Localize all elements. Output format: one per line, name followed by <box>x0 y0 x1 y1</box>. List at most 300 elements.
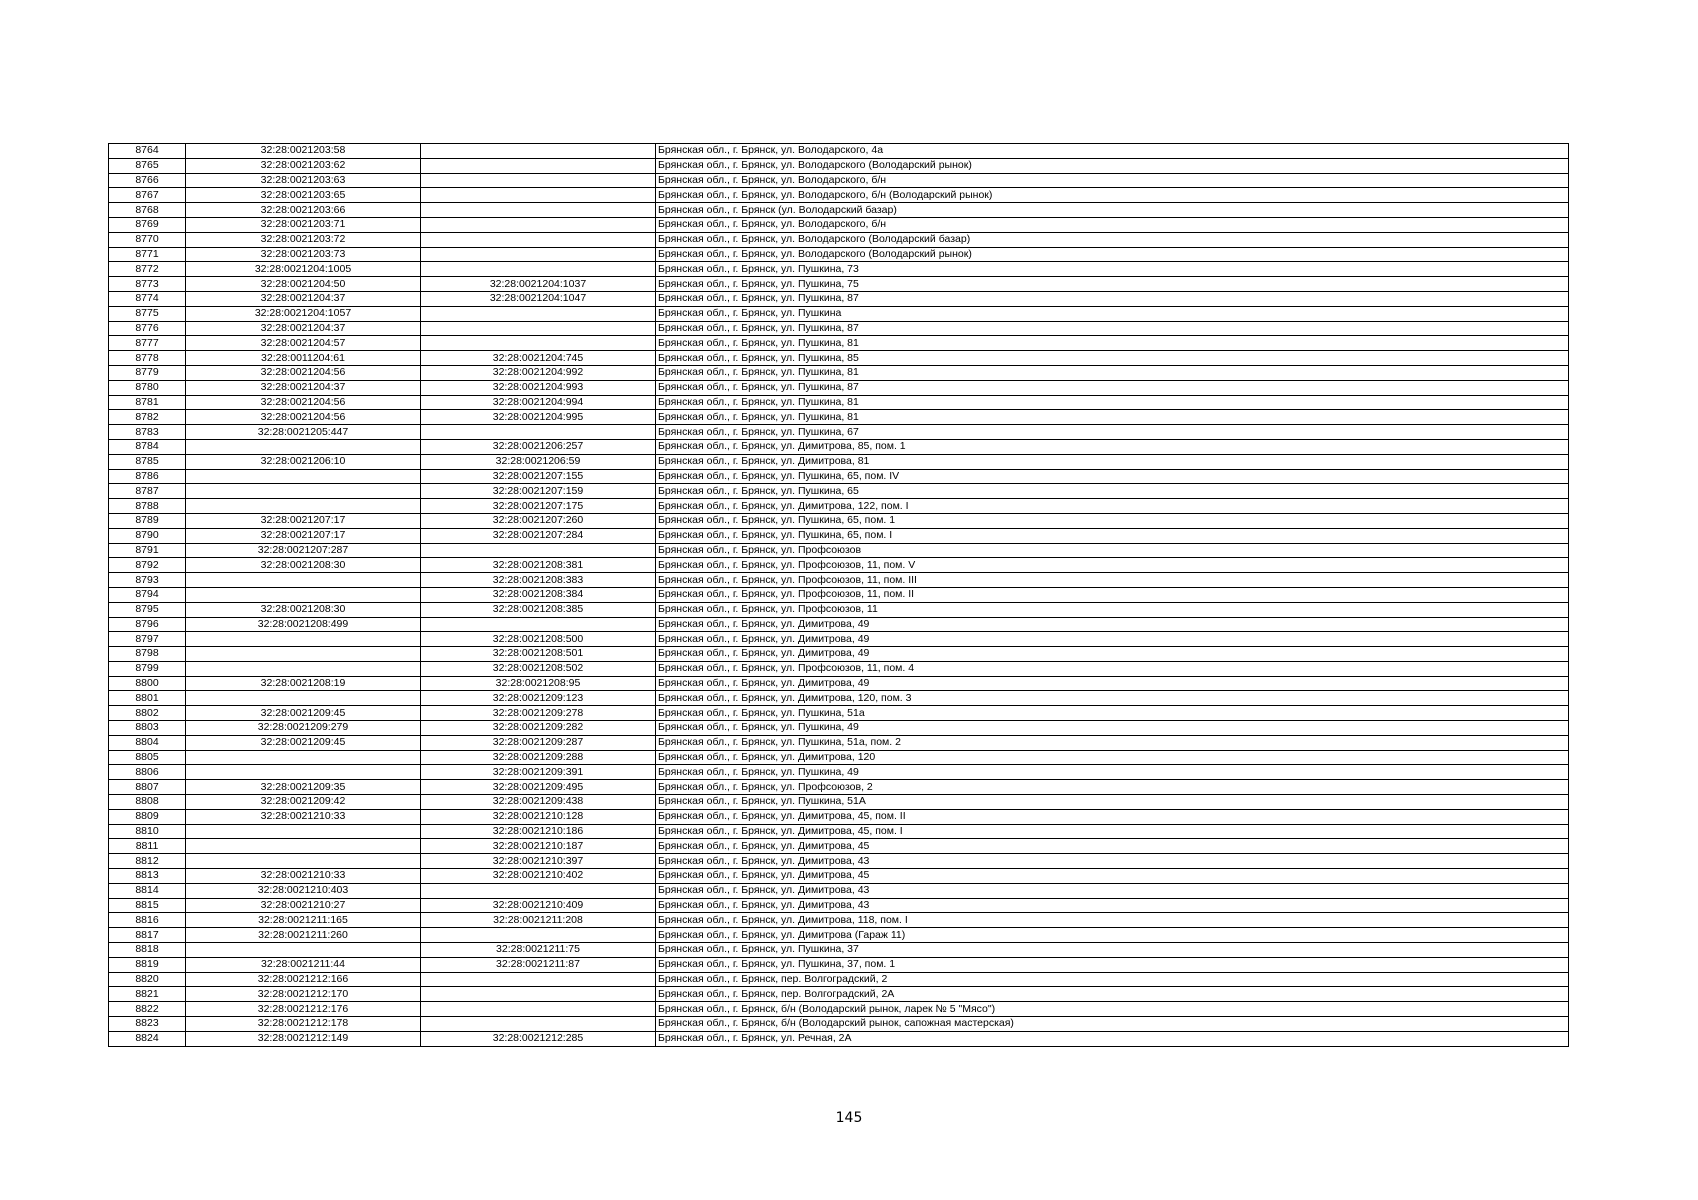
address-cell: Брянская обл., г. Брянск, пер. Волгоградский, 2А <box>656 987 1569 1002</box>
row-number-cell: 8808 <box>109 795 186 810</box>
address-cell: Брянская обл., г. Брянск, ул. Пушкина, 51а, пом. 2 <box>656 735 1569 750</box>
land-cadastral-number-cell <box>186 691 421 706</box>
row-number-cell: 8794 <box>109 587 186 602</box>
table-row <box>109 425 1569 440</box>
row-number-cell: 8802 <box>109 706 186 721</box>
table-row <box>109 558 1569 573</box>
land-cadastral-number-cell: 32:28:0021208:499 <box>186 617 421 632</box>
object-cadastral-number-cell: 32:28:0021204:995 <box>421 410 656 425</box>
table-row <box>109 454 1569 469</box>
land-cadastral-number-cell: 32:28:0021203:65 <box>186 188 421 203</box>
row-number-cell: 8815 <box>109 898 186 913</box>
object-cadastral-number-cell: 32:28:0021208:500 <box>421 632 656 647</box>
address-cell: Брянская обл., г. Брянск, ул. Пушкина, 81 <box>656 410 1569 425</box>
table-row <box>109 587 1569 602</box>
table-row <box>109 232 1569 247</box>
row-number-cell: 8801 <box>109 691 186 706</box>
table-row <box>109 839 1569 854</box>
address-cell: Брянская обл., г. Брянск, ул. Профсоюзов, 11, пом. 4 <box>656 661 1569 676</box>
address-cell: Брянская обл., г. Брянск, ул. Димитрова, 43 <box>656 854 1569 869</box>
address-cell: Брянская обл., г. Брянск, ул. Пушкина, 65, пом. I <box>656 528 1569 543</box>
object-cadastral-number-cell: 32:28:0021204:992 <box>421 365 656 380</box>
land-cadastral-number-cell: 32:28:0021204:37 <box>186 380 421 395</box>
object-cadastral-number-cell: 32:28:0021210:397 <box>421 854 656 869</box>
object-cadastral-number-cell: 32:28:0021212:285 <box>421 1031 656 1046</box>
object-cadastral-number-cell <box>421 217 656 232</box>
object-cadastral-number-cell: 32:28:0021207:159 <box>421 484 656 499</box>
table-row <box>109 158 1569 173</box>
address-cell: Брянская обл., г. Брянск, ул. Димитрова, 85, пом. 1 <box>656 439 1569 454</box>
object-cadastral-number-cell <box>421 144 656 159</box>
land-cadastral-number-cell: 32:28:0021211:44 <box>186 957 421 972</box>
row-number-cell: 8819 <box>109 957 186 972</box>
object-cadastral-number-cell <box>421 321 656 336</box>
land-cadastral-number-cell <box>186 484 421 499</box>
row-number-cell: 8804 <box>109 735 186 750</box>
table-row <box>109 277 1569 292</box>
land-cadastral-number-cell: 32:28:0021212:166 <box>186 972 421 987</box>
land-cadastral-number-cell <box>186 439 421 454</box>
address-cell: Брянская обл., г. Брянск (ул. Володарский базар) <box>656 203 1569 218</box>
row-number-cell: 8811 <box>109 839 186 854</box>
address-cell: Брянская обл., г. Брянск, ул. Пушкина, 65, пом. IV <box>656 469 1569 484</box>
land-cadastral-number-cell: 32:28:0021211:165 <box>186 913 421 928</box>
object-cadastral-number-cell: 32:28:0021209:282 <box>421 721 656 736</box>
table-row <box>109 499 1569 514</box>
address-cell: Брянская обл., г. Брянск, ул. Димитрова, 45, пом. II <box>656 809 1569 824</box>
object-cadastral-number-cell: 32:28:0021207:155 <box>421 469 656 484</box>
address-cell: Брянская обл., г. Брянск, ул. Димитрова, 43 <box>656 898 1569 913</box>
land-cadastral-number-cell: 32:28:0021212:149 <box>186 1031 421 1046</box>
row-number-cell: 8770 <box>109 232 186 247</box>
table-row <box>109 1031 1569 1046</box>
land-cadastral-number-cell: 32:28:0021212:170 <box>186 987 421 1002</box>
address-cell: Брянская обл., г. Брянск, ул. Профсоюзов <box>656 543 1569 558</box>
row-number-cell: 8779 <box>109 365 186 380</box>
address-cell: Брянская обл., г. Брянск, ул. Пушкина, 51А <box>656 795 1569 810</box>
table-row <box>109 306 1569 321</box>
table-row <box>109 365 1569 380</box>
address-cell: Брянская обл., г. Брянск, ул. Володарского (Володарский рынок) <box>656 158 1569 173</box>
object-cadastral-number-cell <box>421 1017 656 1032</box>
address-cell: Брянская обл., г. Брянск, ул. Профсоюзов, 11, пом. V <box>656 558 1569 573</box>
row-number-cell: 8765 <box>109 158 186 173</box>
row-number-cell: 8781 <box>109 395 186 410</box>
row-number-cell: 8784 <box>109 439 186 454</box>
table-row <box>109 617 1569 632</box>
address-cell: Брянская обл., г. Брянск, ул. Пушкина, 65, пом. 1 <box>656 513 1569 528</box>
land-cadastral-number-cell: 32:28:0021207:17 <box>186 513 421 528</box>
table-row <box>109 543 1569 558</box>
land-cadastral-number-cell: 32:28:0021203:71 <box>186 217 421 232</box>
land-cadastral-number-cell: 32:28:0021204:57 <box>186 336 421 351</box>
land-cadastral-number-cell <box>186 573 421 588</box>
object-cadastral-number-cell: 32:28:0021209:123 <box>421 691 656 706</box>
table-row <box>109 410 1569 425</box>
address-cell: Брянская обл., г. Брянск, ул. Пушкина, 87 <box>656 291 1569 306</box>
row-number-cell: 8803 <box>109 721 186 736</box>
table-row <box>109 780 1569 795</box>
land-cadastral-number-cell <box>186 661 421 676</box>
page-number: 145 <box>835 1110 863 1126</box>
object-cadastral-number-cell: 32:28:0021207:260 <box>421 513 656 528</box>
land-cadastral-number-cell: 32:28:0021208:30 <box>186 602 421 617</box>
address-cell: Брянская обл., г. Брянск, пер. Волгоградский, 2 <box>656 972 1569 987</box>
land-cadastral-number-cell: 32:28:0021208:30 <box>186 558 421 573</box>
row-number-cell: 8764 <box>109 144 186 159</box>
land-cadastral-number-cell <box>186 943 421 958</box>
object-cadastral-number-cell <box>421 425 656 440</box>
address-cell: Брянская обл., г. Брянск, ул. Димитрова, 118, пом. I <box>656 913 1569 928</box>
table-row <box>109 676 1569 691</box>
table-row <box>109 928 1569 943</box>
land-cadastral-number-cell: 32:28:0021204:1057 <box>186 306 421 321</box>
object-cadastral-number-cell: 32:28:0021209:391 <box>421 765 656 780</box>
row-number-cell: 8809 <box>109 809 186 824</box>
object-cadastral-number-cell: 32:28:0021209:288 <box>421 750 656 765</box>
row-number-cell: 8822 <box>109 1002 186 1017</box>
address-cell: Брянская обл., г. Брянск, ул. Пушкина, 37, пом. 1 <box>656 957 1569 972</box>
land-cadastral-number-cell <box>186 587 421 602</box>
table-row <box>109 321 1569 336</box>
object-cadastral-number-cell: 32:28:0021209:495 <box>421 780 656 795</box>
table-row <box>109 795 1569 810</box>
land-cadastral-number-cell: 32:28:0021207:17 <box>186 528 421 543</box>
row-number-cell: 8772 <box>109 262 186 277</box>
table-row <box>109 632 1569 647</box>
address-cell: Брянская обл., г. Брянск, ул. Димитрова, 45, пом. I <box>656 824 1569 839</box>
object-cadastral-number-cell: 32:28:0021208:381 <box>421 558 656 573</box>
land-cadastral-number-cell: 32:28:0021204:37 <box>186 321 421 336</box>
table-row <box>109 957 1569 972</box>
object-cadastral-number-cell <box>421 232 656 247</box>
row-number-cell: 8795 <box>109 602 186 617</box>
table-row <box>109 824 1569 839</box>
address-cell: Брянская обл., г. Брянск, ул. Димитрова, 49 <box>656 617 1569 632</box>
table-row <box>109 854 1569 869</box>
object-cadastral-number-cell: 32:28:0021210:187 <box>421 839 656 854</box>
object-cadastral-number-cell <box>421 928 656 943</box>
table-row <box>109 721 1569 736</box>
table-row <box>109 943 1569 958</box>
table-row <box>109 765 1569 780</box>
address-cell: Брянская обл., г. Брянск, ул. Пушкина, 65 <box>656 484 1569 499</box>
object-cadastral-number-cell <box>421 972 656 987</box>
address-cell: Брянская обл., г. Брянск, ул. Пушкина, 75 <box>656 277 1569 292</box>
object-cadastral-number-cell: 32:28:0021209:287 <box>421 735 656 750</box>
address-cell: Брянская обл., г. Брянск, ул. Димитрова, 45 <box>656 839 1569 854</box>
object-cadastral-number-cell: 32:28:0021206:257 <box>421 439 656 454</box>
row-number-cell: 8821 <box>109 987 186 1002</box>
land-cadastral-number-cell: 32:28:0021212:176 <box>186 1002 421 1017</box>
address-cell: Брянская обл., г. Брянск, ул. Димитрова, 122, пом. I <box>656 499 1569 514</box>
land-cadastral-number-cell: 32:28:0021209:45 <box>186 735 421 750</box>
land-cadastral-number-cell: 32:28:0021210:403 <box>186 883 421 898</box>
row-number-cell: 8785 <box>109 454 186 469</box>
row-number-cell: 8817 <box>109 928 186 943</box>
land-cadastral-number-cell <box>186 499 421 514</box>
object-cadastral-number-cell <box>421 306 656 321</box>
row-number-cell: 8823 <box>109 1017 186 1032</box>
land-cadastral-number-cell: 32:28:0021209:35 <box>186 780 421 795</box>
land-cadastral-number-cell: 32:28:0011204:61 <box>186 351 421 366</box>
row-number-cell: 8775 <box>109 306 186 321</box>
land-cadastral-number-cell <box>186 765 421 780</box>
address-cell: Брянская обл., г. Брянск, ул. Пушкина, 67 <box>656 425 1569 440</box>
table-row <box>109 809 1569 824</box>
address-cell: Брянская обл., г. Брянск, ул. Пушкина, 51а <box>656 706 1569 721</box>
row-number-cell: 8771 <box>109 247 186 262</box>
address-cell: Брянская обл., г. Брянск, ул. Пушкина, 49 <box>656 765 1569 780</box>
table-row <box>109 883 1569 898</box>
table-row <box>109 987 1569 1002</box>
table-row <box>109 1017 1569 1032</box>
land-cadastral-number-cell <box>186 839 421 854</box>
table-row <box>109 750 1569 765</box>
land-cadastral-number-cell: 32:28:0021209:42 <box>186 795 421 810</box>
address-cell: Брянская обл., г. Брянск, ул. Пушкина, 87 <box>656 380 1569 395</box>
row-number-cell: 8813 <box>109 869 186 884</box>
address-cell: Брянская обл., г. Брянск, ул. Пушкина, 87 <box>656 321 1569 336</box>
object-cadastral-number-cell: 32:28:0021211:208 <box>421 913 656 928</box>
address-cell: Брянская обл., г. Брянск, б/н (Володарский рынок, сапожная мастерская) <box>656 1017 1569 1032</box>
address-cell: Брянская обл., г. Брянск, ул. Пушкина, 37 <box>656 943 1569 958</box>
address-cell: Брянская обл., г. Брянск, ул. Пушкина, 81 <box>656 395 1569 410</box>
row-number-cell: 8767 <box>109 188 186 203</box>
table-row <box>109 661 1569 676</box>
row-number-cell: 8810 <box>109 824 186 839</box>
address-cell: Брянская обл., г. Брянск, ул. Димитрова, 49 <box>656 676 1569 691</box>
address-cell: Брянская обл., г. Брянск, ул. Профсоюзов, 11 <box>656 602 1569 617</box>
land-cadastral-number-cell: 32:28:0021203:62 <box>186 158 421 173</box>
table-row <box>109 380 1569 395</box>
table-row <box>109 898 1569 913</box>
address-cell: Брянская обл., г. Брянск, ул. Володарского (Володарский базар) <box>656 232 1569 247</box>
object-cadastral-number-cell: 32:28:0021204:1037 <box>421 277 656 292</box>
object-cadastral-number-cell: 32:28:0021208:502 <box>421 661 656 676</box>
address-cell: Брянская обл., г. Брянск, ул. Володарского, б/н <box>656 217 1569 232</box>
row-number-cell: 8776 <box>109 321 186 336</box>
object-cadastral-number-cell: 32:28:0021209:278 <box>421 706 656 721</box>
table-row <box>109 735 1569 750</box>
land-cadastral-number-cell: 32:28:0021204:50 <box>186 277 421 292</box>
object-cadastral-number-cell: 32:28:0021208:385 <box>421 602 656 617</box>
row-number-cell: 8824 <box>109 1031 186 1046</box>
table-row <box>109 602 1569 617</box>
registry-table-body <box>109 144 1569 1047</box>
row-number-cell: 8806 <box>109 765 186 780</box>
row-number-cell: 8805 <box>109 750 186 765</box>
object-cadastral-number-cell: 32:28:0021207:175 <box>421 499 656 514</box>
object-cadastral-number-cell: 32:28:0021204:1047 <box>421 291 656 306</box>
land-cadastral-number-cell: 32:28:0021208:19 <box>186 676 421 691</box>
object-cadastral-number-cell <box>421 203 656 218</box>
table-row <box>109 247 1569 262</box>
table-row <box>109 173 1569 188</box>
row-number-cell: 8807 <box>109 780 186 795</box>
object-cadastral-number-cell <box>421 262 656 277</box>
row-number-cell: 8798 <box>109 647 186 662</box>
row-number-cell: 8814 <box>109 883 186 898</box>
address-cell: Брянская обл., г. Брянск, ул. Пушкина <box>656 306 1569 321</box>
object-cadastral-number-cell: 32:28:0021204:993 <box>421 380 656 395</box>
row-number-cell: 8788 <box>109 499 186 514</box>
row-number-cell: 8787 <box>109 484 186 499</box>
row-number-cell: 8820 <box>109 972 186 987</box>
land-cadastral-number-cell: 32:28:0021203:72 <box>186 232 421 247</box>
object-cadastral-number-cell <box>421 1002 656 1017</box>
address-cell: Брянская обл., г. Брянск, ул. Речная, 2А <box>656 1031 1569 1046</box>
row-number-cell: 8773 <box>109 277 186 292</box>
object-cadastral-number-cell <box>421 188 656 203</box>
table-row <box>109 469 1569 484</box>
table-row <box>109 869 1569 884</box>
table-row <box>109 336 1569 351</box>
row-number-cell: 8818 <box>109 943 186 958</box>
object-cadastral-number-cell: 32:28:0021208:95 <box>421 676 656 691</box>
row-number-cell: 8769 <box>109 217 186 232</box>
land-cadastral-number-cell: 32:28:0021204:56 <box>186 395 421 410</box>
row-number-cell: 8791 <box>109 543 186 558</box>
object-cadastral-number-cell: 32:28:0021208:383 <box>421 573 656 588</box>
land-cadastral-number-cell: 32:28:0021207:287 <box>186 543 421 558</box>
row-number-cell: 8796 <box>109 617 186 632</box>
object-cadastral-number-cell: 32:28:0021210:402 <box>421 869 656 884</box>
address-cell: Брянская обл., г. Брянск, ул. Профсоюзов, 11, пом. II <box>656 587 1569 602</box>
address-cell: Брянская обл., г. Брянск, ул. Димитрова (Гараж 11) <box>656 928 1569 943</box>
land-cadastral-number-cell: 32:28:0021210:33 <box>186 869 421 884</box>
land-cadastral-number-cell <box>186 854 421 869</box>
row-number-cell: 8793 <box>109 573 186 588</box>
row-number-cell: 8792 <box>109 558 186 573</box>
land-cadastral-number-cell <box>186 632 421 647</box>
table-row <box>109 706 1569 721</box>
land-cadastral-number-cell: 32:28:0021211:260 <box>186 928 421 943</box>
address-cell: Брянская обл., г. Брянск, ул. Димитрова, 81 <box>656 454 1569 469</box>
address-cell: Брянская обл., г. Брянск, ул. Володарского, б/н <box>656 173 1569 188</box>
address-cell: Брянская обл., г. Брянск, ул. Пушкина, 85 <box>656 351 1569 366</box>
object-cadastral-number-cell: 32:28:0021204:745 <box>421 351 656 366</box>
object-cadastral-number-cell <box>421 173 656 188</box>
row-number-cell: 8777 <box>109 336 186 351</box>
object-cadastral-number-cell <box>421 617 656 632</box>
table-row <box>109 291 1569 306</box>
address-cell: Брянская обл., г. Брянск, ул. Профсоюзов, 11, пом. III <box>656 573 1569 588</box>
table-row <box>109 913 1569 928</box>
land-cadastral-number-cell: 32:28:0021206:10 <box>186 454 421 469</box>
object-cadastral-number-cell <box>421 987 656 1002</box>
address-cell: Брянская обл., г. Брянск, ул. Пушкина, 49 <box>656 721 1569 736</box>
address-cell: Брянская обл., г. Брянск, ул. Димитрова, 43 <box>656 883 1569 898</box>
land-cadastral-number-cell: 32:28:0021204:37 <box>186 291 421 306</box>
address-cell: Брянская обл., г. Брянск, ул. Пушкина, 81 <box>656 365 1569 380</box>
table-row <box>109 144 1569 159</box>
land-cadastral-number-cell: 32:28:0021203:58 <box>186 144 421 159</box>
land-cadastral-number-cell: 32:28:0021204:1005 <box>186 262 421 277</box>
row-number-cell: 8797 <box>109 632 186 647</box>
object-cadastral-number-cell: 32:28:0021209:438 <box>421 795 656 810</box>
address-cell: Брянская обл., г. Брянск, ул. Димитрова, 49 <box>656 647 1569 662</box>
land-cadastral-number-cell: 32:28:0021203:63 <box>186 173 421 188</box>
table-row <box>109 188 1569 203</box>
table-row <box>109 513 1569 528</box>
table-row <box>109 972 1569 987</box>
address-cell: Брянская обл., г. Брянск, ул. Пушкина, 81 <box>656 336 1569 351</box>
row-number-cell: 8786 <box>109 469 186 484</box>
address-cell: Брянская обл., г. Брянск, б/н (Володарский рынок, ларек № 5 "Мясо") <box>656 1002 1569 1017</box>
object-cadastral-number-cell: 32:28:0021211:87 <box>421 957 656 972</box>
address-cell: Брянская обл., г. Брянск, ул. Димитрова, 120, пом. 3 <box>656 691 1569 706</box>
object-cadastral-number-cell: 32:28:0021207:284 <box>421 528 656 543</box>
object-cadastral-number-cell: 32:28:0021210:186 <box>421 824 656 839</box>
land-cadastral-number-cell: 32:28:0021203:73 <box>186 247 421 262</box>
address-cell: Брянская обл., г. Брянск, ул. Пушкина, 73 <box>656 262 1569 277</box>
object-cadastral-number-cell: 32:28:0021206:59 <box>421 454 656 469</box>
object-cadastral-number-cell <box>421 247 656 262</box>
row-number-cell: 8816 <box>109 913 186 928</box>
row-number-cell: 8789 <box>109 513 186 528</box>
address-cell: Брянская обл., г. Брянск, ул. Профсоюзов, 2 <box>656 780 1569 795</box>
land-cadastral-number-cell <box>186 469 421 484</box>
object-cadastral-number-cell: 32:28:0021204:994 <box>421 395 656 410</box>
row-number-cell: 8782 <box>109 410 186 425</box>
object-cadastral-number-cell <box>421 158 656 173</box>
object-cadastral-number-cell <box>421 336 656 351</box>
table-row <box>109 351 1569 366</box>
object-cadastral-number-cell: 32:28:0021208:501 <box>421 647 656 662</box>
object-cadastral-number-cell: 32:28:0021211:75 <box>421 943 656 958</box>
address-cell: Брянская обл., г. Брянск, ул. Володарского (Володарский рынок) <box>656 247 1569 262</box>
row-number-cell: 8766 <box>109 173 186 188</box>
land-cadastral-number-cell: 32:28:0021210:27 <box>186 898 421 913</box>
table-row <box>109 484 1569 499</box>
object-cadastral-number-cell: 32:28:0021210:128 <box>421 809 656 824</box>
row-number-cell: 8778 <box>109 351 186 366</box>
land-cadastral-number-cell: 32:28:0021209:279 <box>186 721 421 736</box>
object-cadastral-number-cell: 32:28:0021210:409 <box>421 898 656 913</box>
land-cadastral-number-cell: 32:28:0021205:447 <box>186 425 421 440</box>
table-row <box>109 262 1569 277</box>
table-row <box>109 528 1569 543</box>
land-cadastral-number-cell <box>186 824 421 839</box>
row-number-cell: 8783 <box>109 425 186 440</box>
row-number-cell: 8768 <box>109 203 186 218</box>
row-number-cell: 8780 <box>109 380 186 395</box>
row-number-cell: 8790 <box>109 528 186 543</box>
land-cadastral-number-cell: 32:28:0021210:33 <box>186 809 421 824</box>
land-cadastral-number-cell: 32:28:0021209:45 <box>186 706 421 721</box>
table-row <box>109 573 1569 588</box>
table-row <box>109 647 1569 662</box>
table-row <box>109 1002 1569 1017</box>
land-cadastral-number-cell <box>186 647 421 662</box>
land-cadastral-number-cell: 32:28:0021212:178 <box>186 1017 421 1032</box>
object-cadastral-number-cell: 32:28:0021208:384 <box>421 587 656 602</box>
table-row <box>109 217 1569 232</box>
table-row <box>109 691 1569 706</box>
address-cell: Брянская обл., г. Брянск, ул. Володарского, б/н (Володарский рынок) <box>656 188 1569 203</box>
land-cadastral-number-cell <box>186 750 421 765</box>
table-row <box>109 439 1569 454</box>
object-cadastral-number-cell <box>421 543 656 558</box>
address-cell: Брянская обл., г. Брянск, ул. Димитрова, 49 <box>656 632 1569 647</box>
row-number-cell: 8774 <box>109 291 186 306</box>
table-row <box>109 395 1569 410</box>
address-cell: Брянская обл., г. Брянск, ул. Димитрова, 45 <box>656 869 1569 884</box>
land-cadastral-number-cell: 32:28:0021204:56 <box>186 410 421 425</box>
land-cadastral-number-cell: 32:28:0021204:56 <box>186 365 421 380</box>
table-row <box>109 203 1569 218</box>
